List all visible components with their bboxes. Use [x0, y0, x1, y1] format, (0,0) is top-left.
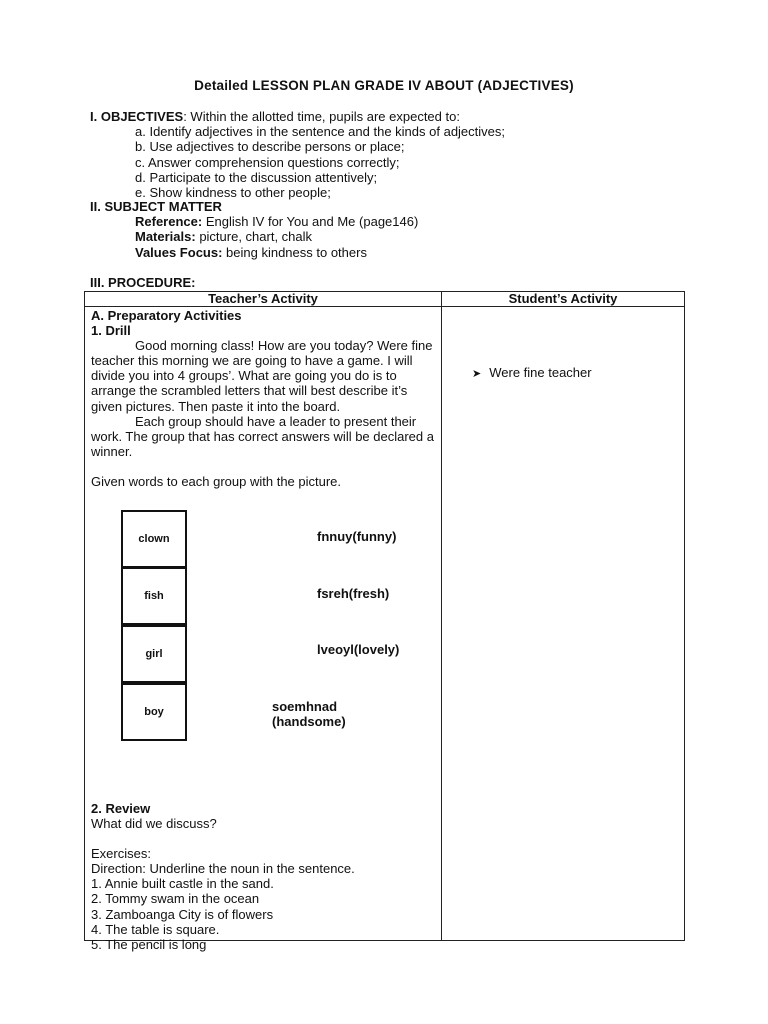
exercise-item: 5. The pencil is long: [91, 936, 207, 952]
teacher-activity-cell: [85, 307, 442, 952]
drill-heading: 1. Drill: [91, 323, 131, 339]
student-response: [472, 365, 592, 380]
objective-item: b. Use adjectives to describe persons or place;: [135, 139, 405, 155]
objectives-intro: : Within the allotted time, pupils are expected to:: [183, 109, 460, 124]
document-title: Detailed LESSON PLAN GRADE IV ABOUT (ADJECTIVES): [194, 78, 574, 93]
picture-box-boy: boy: [121, 683, 187, 741]
procedure-heading: III. PROCEDURE:: [90, 275, 196, 290]
student-response-text: Were fine teacher: [489, 365, 592, 380]
reference-line: [90, 214, 690, 229]
procedure-table: [84, 291, 685, 952]
objectives-header: [90, 109, 690, 124]
objective-item: d. Participate to the discussion attentively;: [135, 169, 378, 185]
materials-value: picture, chart, chalk: [195, 229, 313, 245]
scrambled-word-handsome-line2: (handsome): [272, 714, 346, 729]
drill-paragraph-2: Each group should have a leader to present their work. The group that has correct answers will be declared a winner.: [91, 413, 434, 459]
exercise-item: 3. Zamboanga City is of flowers: [91, 906, 274, 922]
objective-item: a. Identify adjectives in the sentence and the kinds of adjectives;: [135, 124, 506, 140]
section-a-heading: A. Preparatory Activities: [91, 308, 242, 323]
exercises-label: Exercises:: [91, 846, 151, 862]
exercise-direction: Direction: Underline the noun in the sentence.: [91, 861, 355, 877]
reference-label: Reference:: [135, 214, 203, 230]
scrambled-word-funny: fnnuy(funny): [317, 529, 397, 544]
review-question: What did we discuss?: [91, 816, 217, 832]
values-focus-label: Values Focus:: [135, 244, 223, 260]
given-words-text: Given words to each group with the picture.: [91, 473, 342, 489]
exercise-item: 1. Annie built castle in the sand.: [91, 876, 274, 892]
teacher-activity-content: [91, 308, 435, 489]
review-heading: 2. Review: [91, 801, 151, 816]
exercise-item: 2. Tommy swam in the ocean: [91, 891, 260, 907]
scrambled-word-fresh: fsreh(fresh): [317, 586, 390, 601]
drill-paragraph-1: Good morning class! How are you today? Were fine teacher this morning we are going to have a game. I will divide you into 4 groups’. What are going you do is to arrange the scrambled letters that will best describe it’s given pictures. Then paste it into the board.: [91, 338, 433, 414]
arrow-bullet-icon: ➤: [472, 368, 482, 380]
subject-matter-section: [90, 199, 690, 260]
student-activity-header: Student’s Activity: [442, 292, 685, 307]
picture-box-fish: fish: [121, 567, 187, 625]
subject-matter-heading: II. SUBJECT MATTER: [90, 199, 222, 214]
exercise-item: 4. The table is square.: [91, 921, 220, 937]
objectives-section: [90, 109, 690, 200]
student-activity-cell: [442, 307, 685, 941]
picture-box-clown: clown: [121, 510, 187, 568]
objectives-heading: I. OBJECTIVES: [90, 109, 184, 124]
objective-item: e. Show kindness to other people;: [135, 185, 331, 201]
picture-box-girl: girl: [121, 625, 187, 683]
review-section: [91, 801, 435, 952]
reference-value: English IV for You and Me (page146): [202, 214, 419, 230]
materials-label: Materials:: [135, 229, 196, 245]
scrambled-word-handsome: [272, 699, 346, 729]
objective-item: c. Answer comprehension questions correctly;: [135, 154, 400, 170]
scrambled-word-handsome-line1: soemhnad: [272, 699, 338, 714]
values-focus-value: being kindness to others: [222, 244, 367, 260]
values-focus-line: [90, 245, 690, 260]
scrambled-word-lovely: lveoyl(lovely): [317, 642, 400, 657]
teacher-activity-header: Teacher’s Activity: [85, 292, 442, 307]
materials-line: [90, 229, 690, 244]
